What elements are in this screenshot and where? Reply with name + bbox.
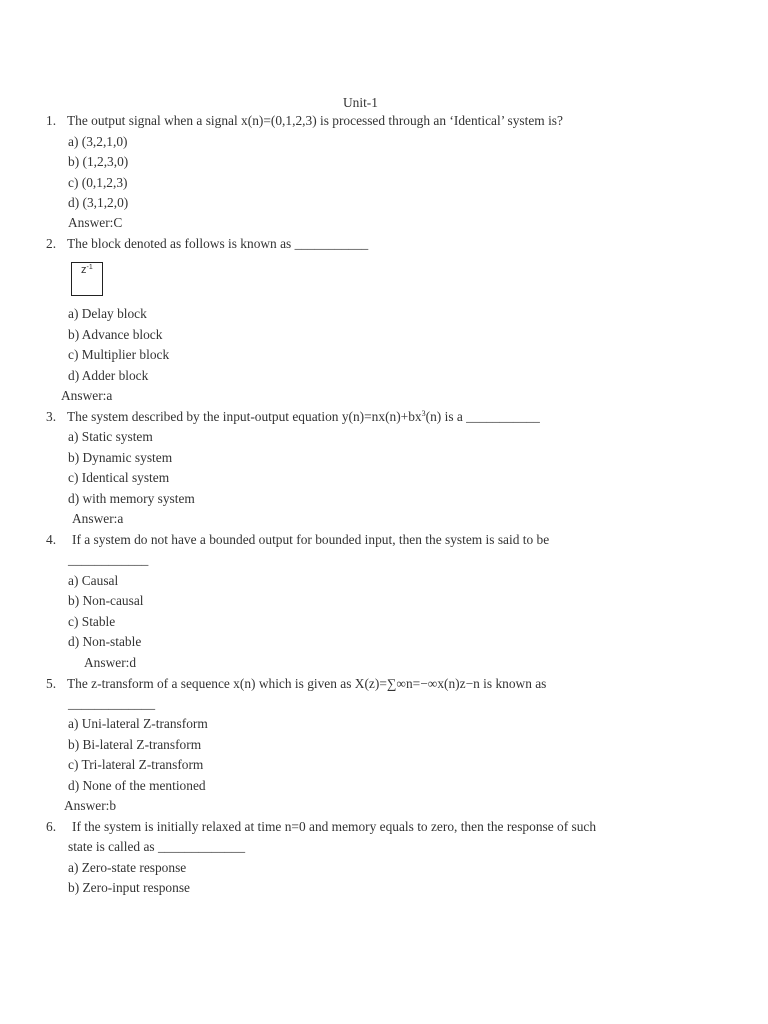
question-4-option-b: b) Non-causal — [68, 593, 144, 608]
question-5-blank: _____________ — [68, 696, 156, 711]
question-4-option-d: d) Non-stable — [68, 634, 142, 649]
question-2-option-d: d) Adder block — [68, 368, 149, 383]
question-6-option-a: a) Zero-state response — [68, 860, 187, 875]
question-1-number: 1. — [46, 113, 57, 128]
question-1-option-c: c) (0,1,2,3) — [68, 175, 128, 190]
question-2-option-a: a) Delay block — [68, 306, 147, 321]
question-1-option-d: d) (3,1,2,0) — [68, 195, 129, 210]
question-1-text: The output signal when a signal x(n)=(0,1,2,3) is processed through an ‘Identical’ system is? — [67, 113, 563, 128]
question-4-number: 4. — [46, 532, 57, 547]
question-4-blank: ____________ — [68, 552, 149, 567]
delay-block-exponent: -1 — [86, 264, 93, 271]
question-4-option-c: c) Stable — [68, 614, 116, 629]
delay-block-base: z — [81, 264, 87, 276]
question-4-option-a: a) Causal — [68, 573, 119, 588]
question-3-text-pre: The system described by the input-output equation y(n)=nx(n)+bx — [67, 409, 422, 424]
question-6-number: 6. — [46, 819, 57, 834]
question-4-answer: Answer:d — [84, 655, 137, 670]
question-5-option-c: c) Tri-lateral Z-transform — [68, 757, 204, 772]
question-3-option-b: b) Dynamic system — [68, 450, 173, 465]
question-6-option-b: b) Zero-input response — [68, 880, 190, 895]
question-5-text: The z-transform of a sequence x(n) which is given as X(z)=∑∞n=−∞x(n)z−n is known as — [67, 676, 547, 691]
question-5-option-a: a) Uni-lateral Z-transform — [68, 716, 208, 731]
unit-title: Unit-1 — [343, 95, 378, 110]
delay-block-diagram — [71, 262, 103, 296]
question-1-option-a: a) (3,2,1,0) — [68, 134, 128, 149]
question-3-text — [67, 409, 540, 425]
question-5-answer: Answer:b — [64, 798, 117, 813]
question-2-text: The block denoted as follows is known as ___________ — [67, 236, 369, 251]
question-1-option-b: b) (1,2,3,0) — [68, 154, 129, 169]
question-2-option-b: b) Advance block — [68, 327, 163, 342]
question-1-answer: Answer:C — [68, 215, 123, 230]
question-2-option-c: c) Multiplier block — [68, 347, 170, 362]
question-3-option-a: a) Static system — [68, 429, 153, 444]
question-3-option-d: d) with memory system — [68, 491, 195, 506]
question-2-answer: Answer:a — [61, 388, 113, 403]
question-5-option-d: d) None of the mentioned — [68, 778, 206, 793]
question-3-exponent: 3 — [421, 409, 426, 418]
question-5-number: 5. — [46, 676, 57, 691]
question-3-answer: Answer:a — [72, 511, 124, 526]
question-5-option-b: b) Bi-lateral Z-transform — [68, 737, 202, 752]
question-3-text-post: (n) is a ___________ — [425, 409, 540, 424]
question-3-option-c: c) Identical system — [68, 470, 170, 485]
question-6-text-continued: state is called as _____________ — [68, 839, 246, 854]
question-3-number: 3. — [46, 409, 57, 424]
question-6-text: If the system is initially relaxed at time n=0 and memory equals to zero, then the response of such — [72, 819, 597, 834]
delay-block-label — [81, 264, 93, 276]
question-4-text: If a system do not have a bounded output for bounded input, then the system is said to be — [72, 532, 550, 547]
question-2-number: 2. — [46, 236, 57, 251]
